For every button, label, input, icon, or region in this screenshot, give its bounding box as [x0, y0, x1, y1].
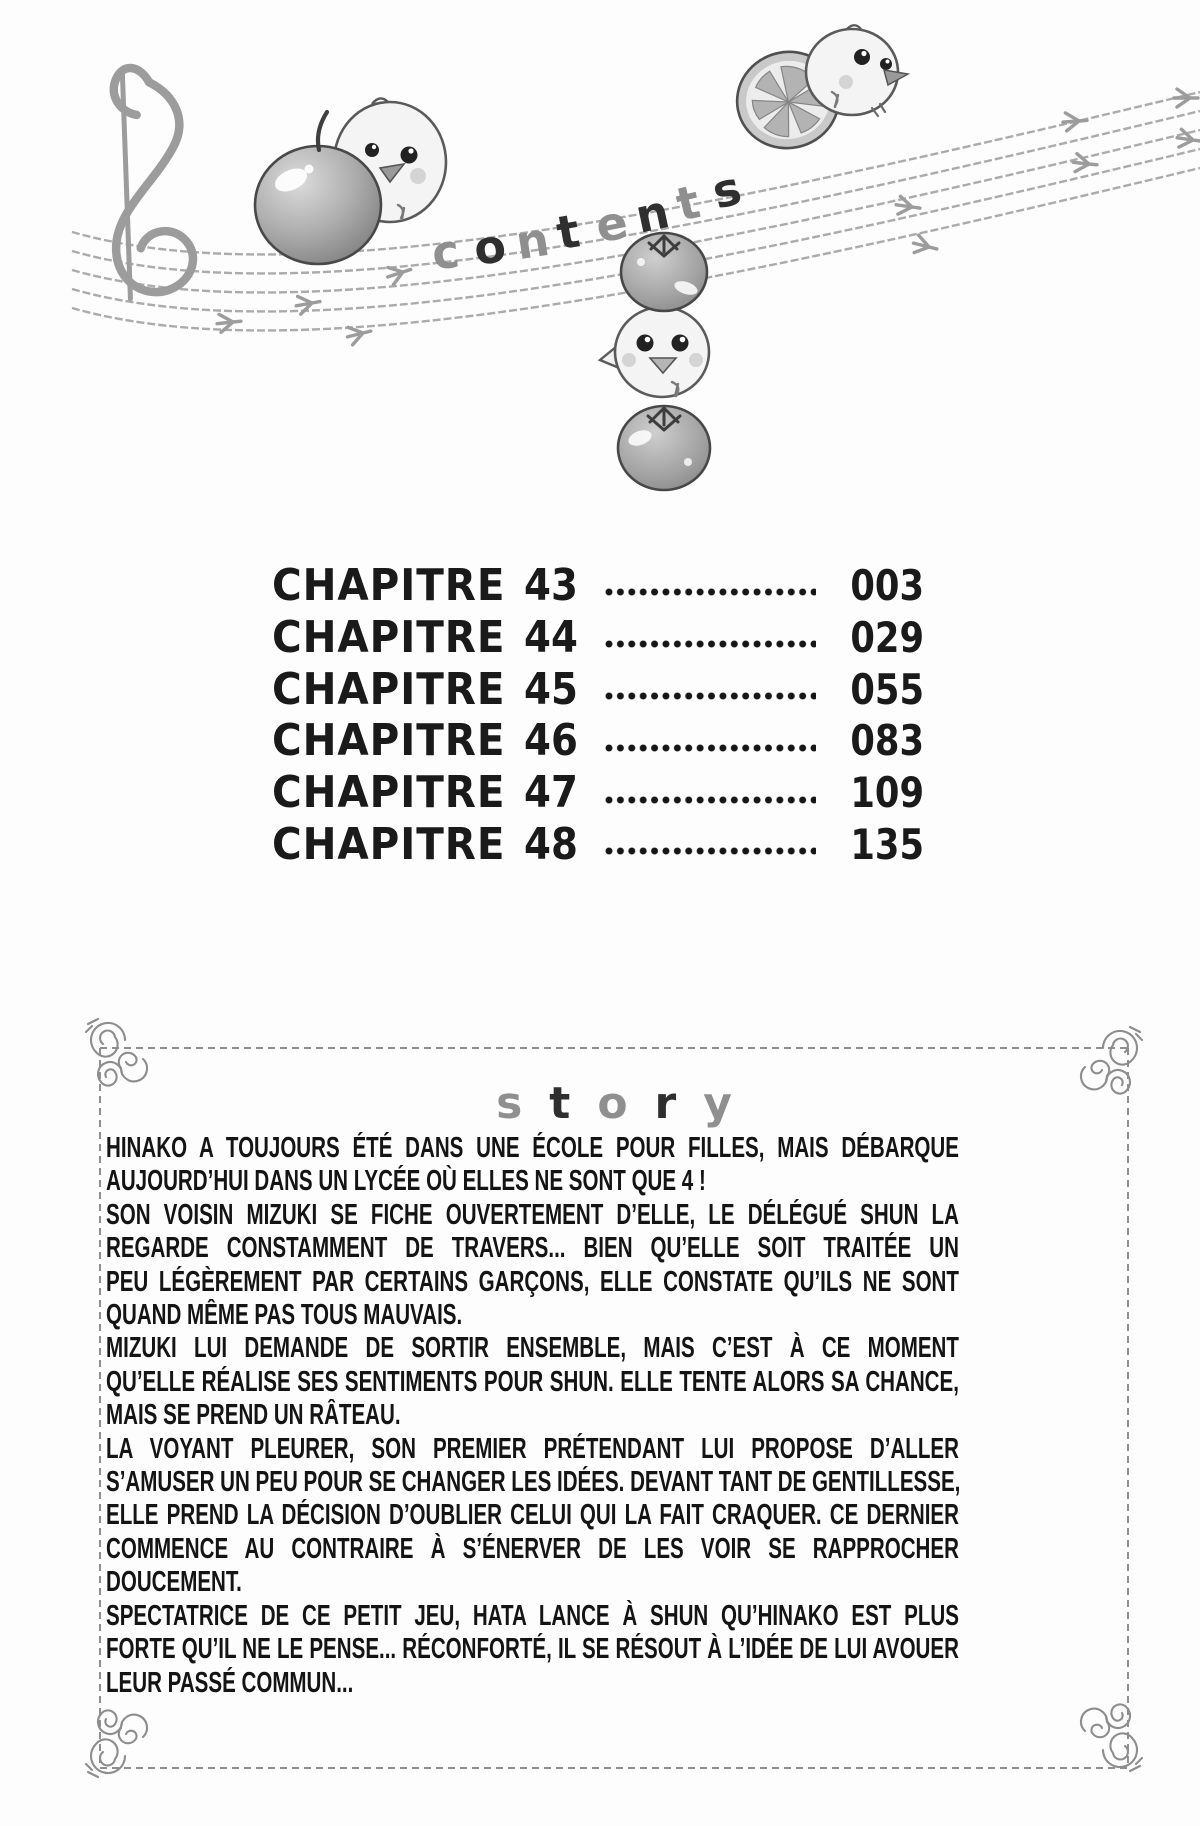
dotted-leader — [605, 640, 816, 649]
story-line: QUAND MÊME PAS TOUS MAUVAIS. — [106, 1299, 463, 1332]
story-line: MAIS SE PREND UN RÂTEAU. — [106, 1399, 401, 1432]
chapter-number: 44 — [523, 611, 578, 663]
contents-letter: c — [429, 223, 463, 281]
story-line: LA VOYANT PLEURER, SON PREMIER PRÉTENDANT LUI PROPOSE D’ALLER — [106, 1432, 959, 1465]
story-line: S’AMUSER UN PEU POUR SE CHANGER LES IDÉES. DEVANT TANT DE GENTILLESSE, — [106, 1466, 961, 1499]
toc-row — [272, 664, 924, 716]
tomato-top-illustration — [621, 233, 707, 311]
story-line: SON VOISIN MIZUKI SE FICHE OUVERTEMENT D’ELLE, LE DÉLÉGUÉ SHUN LA — [106, 1198, 959, 1231]
story-line: HINAKO A TOUJOURS ÉTÉ DANS UNE ÉCOLE POUR FILLES, MAIS DÉBARQUE — [106, 1132, 959, 1164]
dotted-leader — [605, 588, 816, 597]
page-number: 029 — [850, 612, 924, 662]
story-line: FORTE QU’IL NE LE PENSE... RÉCONFORTÉ, IL SE RÉSOUT À L’IDÉE DE LUI AVOUER — [106, 1633, 959, 1666]
chapter-number: 47 — [523, 767, 578, 819]
story-line: MIZUKI LUI DEMANDE DE SORTIR ENSEMBLE, MAIS C’EST À CE MOMENT — [106, 1332, 959, 1365]
tomato-bottom-illustration — [618, 406, 710, 490]
chick-on-orange-illustration — [806, 25, 908, 116]
chapter-label: CHAPITRE — [272, 560, 506, 611]
contents-letter: n — [511, 211, 553, 271]
toc-row — [272, 767, 924, 819]
chapter-label: CHAPITRE — [272, 818, 506, 870]
dotted-leader — [605, 744, 816, 753]
page-number: 135 — [850, 819, 924, 869]
contents-letter: t — [671, 174, 705, 232]
table-of-contents — [272, 560, 924, 871]
dotted-leader — [605, 796, 816, 805]
story-title-letter: y — [703, 1078, 732, 1129]
story-title-letter: t — [549, 1078, 571, 1129]
chick-in-stack-illustration — [600, 307, 709, 397]
story-line: ELLE PREND LA DÉCISION D’OUBLIER CELUI QUI LA FAIT CRAQUER. CE DERNIER — [106, 1499, 959, 1532]
contents-letter: e — [591, 194, 633, 254]
story-title-letter: o — [597, 1078, 628, 1129]
story-line: LEUR PASSÉ COMMUN... — [106, 1666, 354, 1699]
chapter-label: CHAPITRE — [272, 715, 506, 767]
contents-letter: t — [552, 203, 584, 261]
chapter-number: 43 — [523, 560, 578, 611]
page-number: 055 — [850, 664, 924, 714]
story-line: SPECTATRICE DE CE PETIT JEU, HATA LANCE À SHUN QU’HINAKO EST PLUS — [106, 1599, 959, 1632]
page-number: 003 — [850, 561, 924, 610]
chapter-label: CHAPITRE — [272, 611, 506, 663]
chapter-number: 48 — [523, 818, 578, 870]
story-line: REGARDE CONSTAMMENT DE TRAVERS... BIEN QU’ELLE SOIT TRAITÉE UN — [106, 1232, 959, 1265]
toc-row — [272, 715, 924, 767]
story-line: QU’ELLE RÉALISE SES SENTIMENTS POUR SHUN. ELLE TENTE ALORS SA CHANCE, — [106, 1365, 959, 1398]
story-synopsis — [106, 1132, 1200, 1700]
chapter-number: 46 — [523, 715, 578, 767]
contents-letter: o — [470, 218, 510, 276]
toc-row — [272, 612, 924, 664]
toc-row — [272, 819, 924, 871]
story-line: PEU LÉGÈREMENT PAR CERTAINS GARÇONS, ELLE CONSTATE QU’ILS NE SONT — [106, 1265, 959, 1298]
story-line: DOUCEMENT. — [106, 1566, 242, 1599]
toc-row — [272, 560, 924, 612]
treble-clef-icon — [85, 61, 208, 300]
story-line: AUJOURD’HUI DANS UN LYCÉE OÙ ELLES NE SONT QUE 4 ! — [106, 1165, 706, 1198]
story-title — [100, 1078, 1128, 1129]
story-title-letter: s — [496, 1078, 523, 1129]
chapter-number: 45 — [523, 663, 578, 715]
dotted-leader — [605, 692, 816, 701]
chapter-label: CHAPITRE — [272, 663, 506, 715]
page-number: 109 — [850, 768, 924, 818]
page-number: 083 — [850, 716, 924, 766]
dotted-leader — [605, 847, 816, 856]
contents-letter: n — [630, 184, 675, 244]
story-title-letter: r — [654, 1078, 677, 1129]
chapter-label: CHAPITRE — [272, 767, 506, 819]
contents-letter: s — [706, 160, 747, 220]
story-line: COMMENCE AU CONTRAIRE À S’ÉNERVER DE LES VOIR SE RAPPROCHER — [106, 1532, 959, 1565]
